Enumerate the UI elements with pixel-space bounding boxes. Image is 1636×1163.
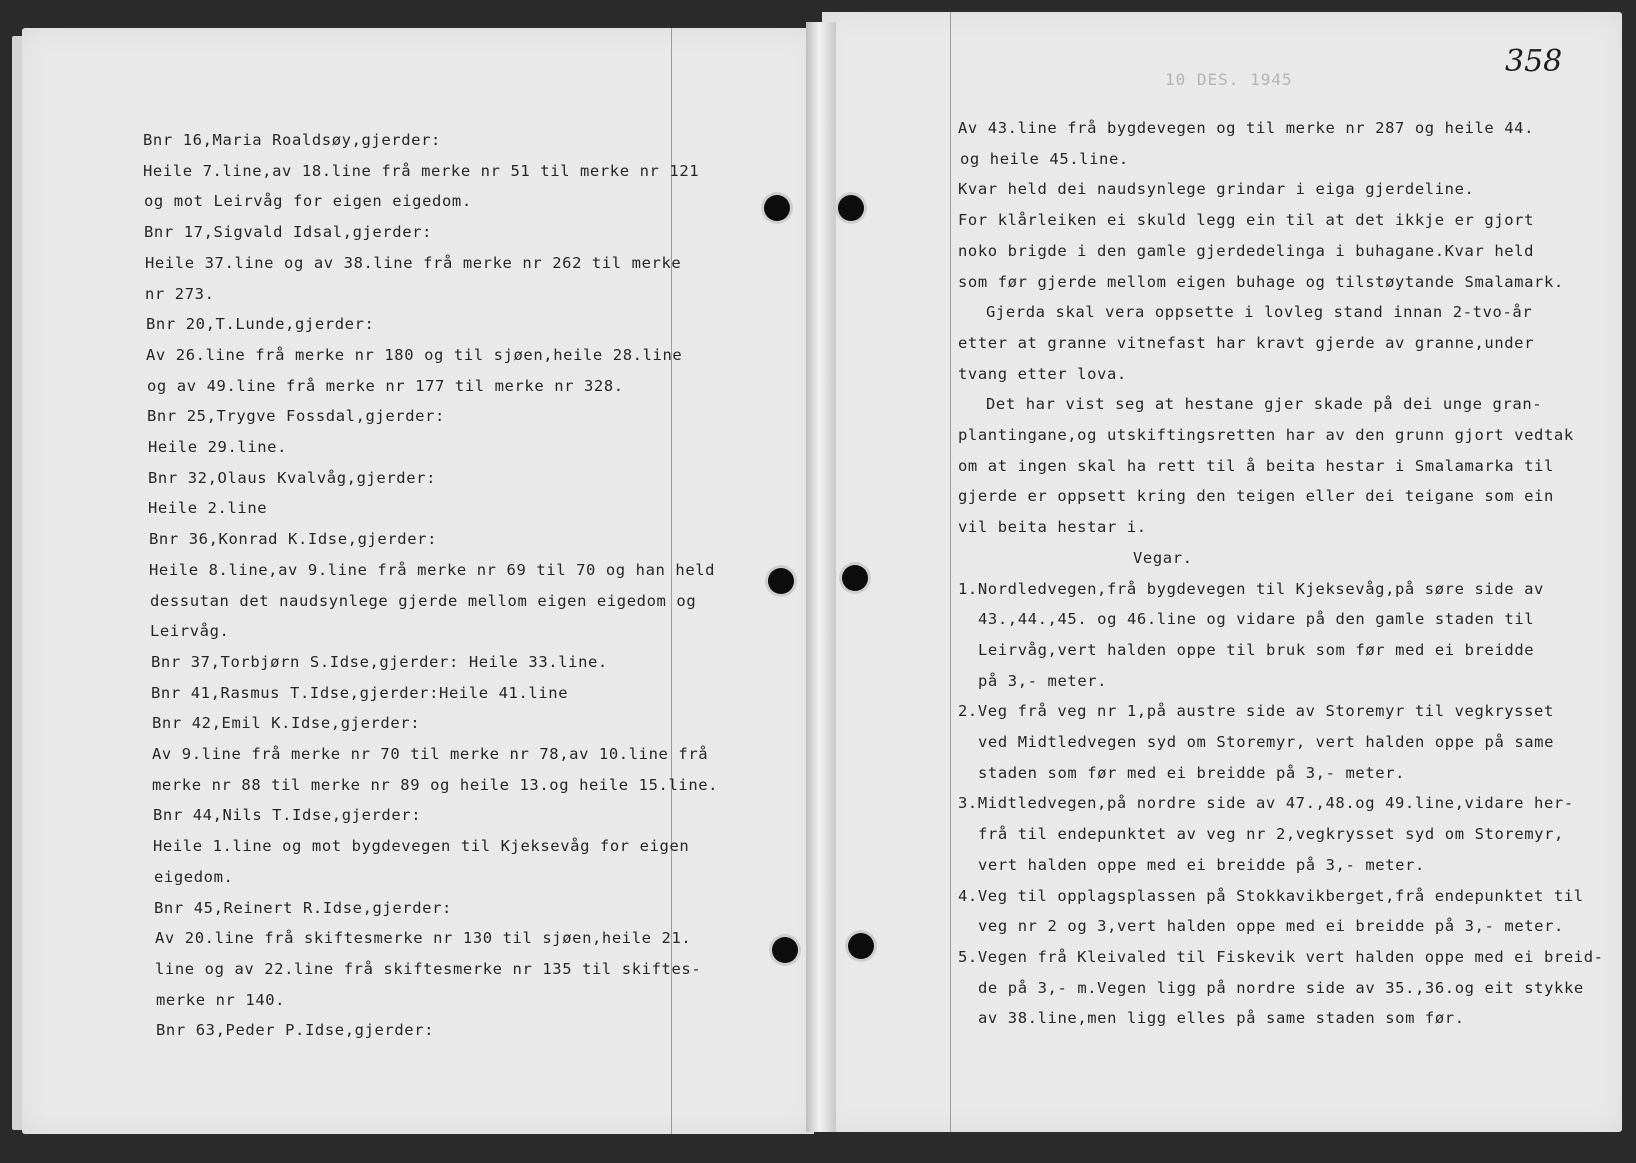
text-line: For klårleiken ei skuld legg ein til at det ikkje er gjort: [958, 211, 1535, 230]
date-stamp: 10 DES. 1945: [1165, 70, 1293, 89]
text-line: vil beita hestar i.: [958, 518, 1147, 537]
text-line: Det har vist seg at hestane gjer skade på dei unge gran-: [986, 395, 1543, 414]
text-line: av 38.line,men ligg elles på same staden som før.: [978, 1009, 1465, 1028]
text-line: 5.Vegen frå Kleivaled til Fiskevik vert halden oppe med ei breid-: [958, 947, 1604, 966]
text-line: noko brigde i den gamle gjerdedelinga i buhagane.Kvar held: [958, 241, 1535, 260]
text-line: 1.Nordledvegen,frå bygdevegen til Kjeksevåg,på søre side av: [958, 579, 1544, 598]
text-line: som før gjerde mellom eigen buhage og tilstøytande Smalamark.: [958, 272, 1564, 291]
text-line: Bnr 45,Reinert R.Idse,gjerder:: [154, 898, 452, 917]
book-spine: [806, 22, 836, 1132]
text-line: Av 43.line frå bygdevegen og til merke nr 287 og heile 44.: [958, 119, 1535, 137]
text-line: frå til endepunktet av veg nr 2,vegkrysset syd om Storemyr,: [978, 825, 1564, 844]
binding-hole: [842, 565, 868, 591]
text-line: 3.Midtledvegen,på nordre side av 47.,48.og 49.line,vidare her-: [958, 794, 1574, 813]
text-line: 2.Veg frå veg nr 1,på austre side av Storemyr til vegkrysset: [958, 702, 1554, 721]
text-line: på 3,- meter.: [978, 671, 1108, 690]
text-line: og heile 45.line.: [960, 149, 1129, 168]
text-line: Bnr 16,Maria Roaldsøy,gjerder:: [143, 131, 441, 149]
page-number: 358: [1505, 44, 1563, 79]
text-line: Heile 1.line og mot bygdevegen til Kjeksevåg for eigen: [153, 837, 690, 856]
text-line: Bnr 41,Rasmus T.Idse,gjerder:Heile 41.line: [151, 683, 569, 702]
text-line: vert halden oppe med ei breidde på 3,- meter.: [978, 855, 1425, 874]
text-line: dessutan det naudsynlege gjerde mellom eigen eigedom og: [150, 591, 697, 610]
text-line: 43.,44.,45. og 46.line og vidare på den gamle staden til: [978, 610, 1535, 629]
text-line: Bnr 63,Peder P.Idse,gjerder:: [156, 1021, 435, 1040]
text-line: Leirvåg.: [150, 622, 230, 641]
text-line: Leirvåg,vert halden oppe til bruk som før med ei breidde: [978, 640, 1535, 659]
text-line: og av 49.line frå merke nr 177 til merke nr 328.: [147, 376, 624, 395]
binding-hole: [768, 568, 794, 594]
text-line: Bnr 37,Torbjørn S.Idse,gjerder: Heile 33.line.: [151, 652, 608, 671]
binding-hole: [764, 195, 790, 221]
text-line: de på 3,- m.Vegen ligg på nordre side av 35.,36.og eit stykke: [978, 978, 1584, 997]
text-line: Bnr 17,Sigvald Idsal,gjerder:: [144, 223, 433, 242]
binding-hole: [848, 933, 874, 959]
text-line: Bnr 42,Emil K.Idse,gjerder:: [152, 714, 421, 733]
text-line: om at ingen skal ha rett til å beita hestar i Smalamarka til: [958, 456, 1554, 475]
text-line: staden som før med ei breidde på 3,- meter.: [978, 763, 1406, 782]
text-line: Heile 8.line,av 9.line frå merke nr 69 til 70 og han held: [149, 560, 716, 579]
text-line: Av 20.line frå skiftesmerke nr 130 til sjøen,heile 21.: [155, 929, 692, 948]
right-margin-rule: [950, 12, 951, 1132]
text-line: Av 9.line frå merke nr 70 til merke nr 78,av 10.line frå: [152, 745, 709, 763]
text-line: plantingane,og utskiftingsretten har av den grunn gjort vedtak: [958, 426, 1574, 444]
text-line: Heile 2.line: [148, 499, 268, 518]
text-line: ved Midtledvegen syd om Storemyr, vert halden oppe på same: [978, 733, 1555, 751]
text-line: 4.Veg til opplagsplassen på Stokkavikberget,frå endepunktet til: [958, 886, 1584, 905]
text-line: Heile 29.line.: [148, 438, 288, 456]
text-line: etter at granne vitnefast har kravt gjerde av granne,under: [958, 333, 1535, 352]
text-line: merke nr 140.: [156, 990, 286, 1009]
text-line: Bnr 44,Nils T.Idse,gjerder:: [153, 806, 422, 825]
text-line: veg nr 2 og 3,vert halden oppe med ei breidde på 3,- meter.: [978, 917, 1564, 936]
text-line: og mot Leirvåg for eigen eigedom.: [144, 192, 472, 211]
text-line: Bnr 36,Konrad K.Idse,gjerder:: [149, 530, 438, 549]
text-line: Av 26.line frå merke nr 180 og til sjøen,heile 28.line: [146, 345, 683, 364]
text-line: tvang etter lova.: [958, 364, 1127, 383]
text-line: Heile 37.line og av 38.line frå merke nr 262 til merke: [145, 253, 682, 272]
text-line: Bnr 25,Trygve Fossdal,gjerder:: [147, 407, 445, 426]
text-line: gjerde er oppsett kring den teigen eller dei teigane som ein: [958, 487, 1554, 506]
text-line: Bnr 32,Olaus Kvalvåg,gjerder:: [148, 468, 437, 487]
text-line: Kvar held dei naudsynlege grindar i eiga gjerdeline.: [958, 180, 1475, 199]
text-line: merke nr 88 til merke nr 89 og heile 13.og heile 15.line.: [152, 775, 719, 794]
text-line: nr 273.: [145, 284, 215, 303]
text-line: Bnr 20,T.Lunde,gjerder:: [146, 315, 375, 334]
text-line: eigedom.: [154, 867, 234, 886]
binding-hole: [838, 195, 864, 221]
binding-hole: [772, 937, 798, 963]
text-line: line og av 22.line frå skiftesmerke nr 135 til skiftes-: [155, 959, 702, 978]
text-line: Gjerda skal vera oppsette i lovleg stand innan 2-tvo-år: [986, 303, 1533, 322]
text-line: Vegar.: [1133, 548, 1193, 567]
text-line: Heile 7.line,av 18.line frå merke nr 51 til merke nr 121: [143, 161, 700, 180]
